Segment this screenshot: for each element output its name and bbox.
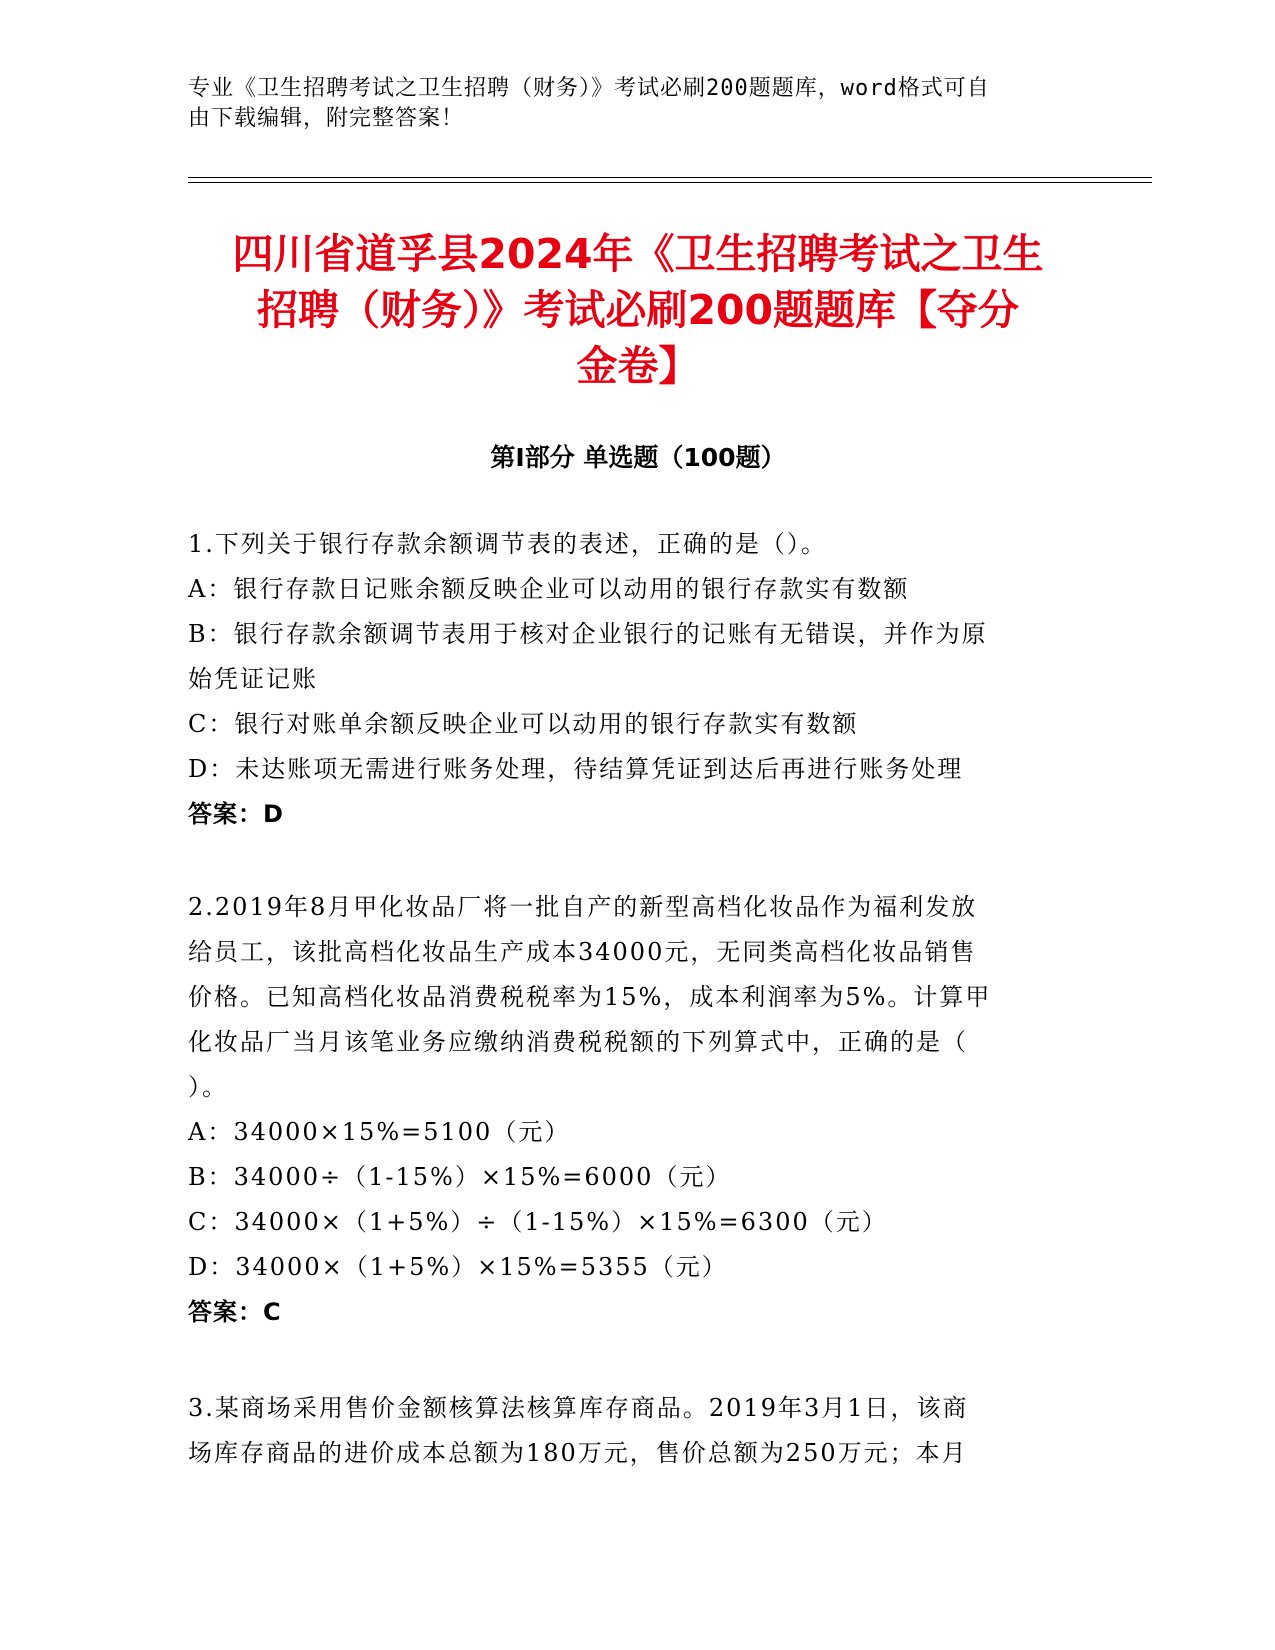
option-c: C：34000×（1+5%）÷（1-15%）×15%=6300（元） <box>188 1208 888 1236</box>
header-note-line: 由下载编辑，附完整答案！ <box>188 106 465 131</box>
option-a: A：银行存款日记账余额反映企业可以动用的银行存款实有数额 <box>188 575 910 603</box>
option-d: D：34000×（1+5%）×15%=5355（元） <box>188 1253 728 1281</box>
answer: 答案：C <box>188 1298 282 1326</box>
header-divider <box>188 182 1152 183</box>
option-b-continued: 始凭证记账 <box>188 665 318 693</box>
option-b: B：银行存款余额调节表用于核对企业银行的记账有无错误，并作为原 <box>188 620 988 648</box>
title-line: 金卷】 <box>576 342 700 390</box>
answer: 答案：D <box>188 800 284 828</box>
header-note <box>188 74 1078 134</box>
option-a: A：34000×15%=5100（元） <box>188 1118 571 1146</box>
question-stem: 3.某商场采用售价金额核算法核算库存商品。2019年3月1日，该商 <box>188 1394 969 1422</box>
question-stem: 场库存商品的进价成本总额为180万元，售价总额为250万元；本月 <box>188 1439 968 1467</box>
question-stem: 给员工，该批高档化妆品生产成本34000元，无同类高档化妆品销售 <box>188 938 977 966</box>
question-1 <box>188 522 1088 837</box>
question-stem: 2.2019年8月甲化妆品厂将一批自产的新型高档化妆品作为福利发放 <box>188 893 978 921</box>
section-heading: 第I部分 单选题（100题） <box>490 443 786 472</box>
option-d: D：未达账项无需进行账务处理，待结算凭证到达后再进行账务处理 <box>188 755 964 783</box>
header-note-line: 专业《卫生招聘考试之卫生招聘（财务）》考试必刷200题题库，word格式可自 <box>188 76 990 101</box>
question-stem: 1.下列关于银行存款余额调节表的表述，正确的是（）。 <box>188 530 827 558</box>
question-stem: 价格。已知高档化妆品消费税税率为15%，成本利润率为5%。计算甲 <box>188 983 992 1011</box>
title-line: 四川省道孚县2024年《卫生招聘考试之卫生 <box>232 230 1044 278</box>
question-stem: ）。 <box>188 1073 228 1101</box>
question-stem: 化妆品厂当月该笔业务应缴纳消费税税额的下列算式中，正确的是（ <box>188 1028 968 1056</box>
option-c: C：银行对账单余额反映企业可以动用的银行存款实有数额 <box>188 710 859 738</box>
header-divider <box>188 177 1152 178</box>
document-title <box>188 226 1088 394</box>
option-b: B：34000÷（1-15%）×15%=6000（元） <box>188 1163 732 1191</box>
title-line: 招聘（财务）》考试必刷200题题库【夺分 <box>256 286 1020 334</box>
question-2 <box>188 885 1088 1335</box>
question-3 <box>188 1386 1088 1476</box>
